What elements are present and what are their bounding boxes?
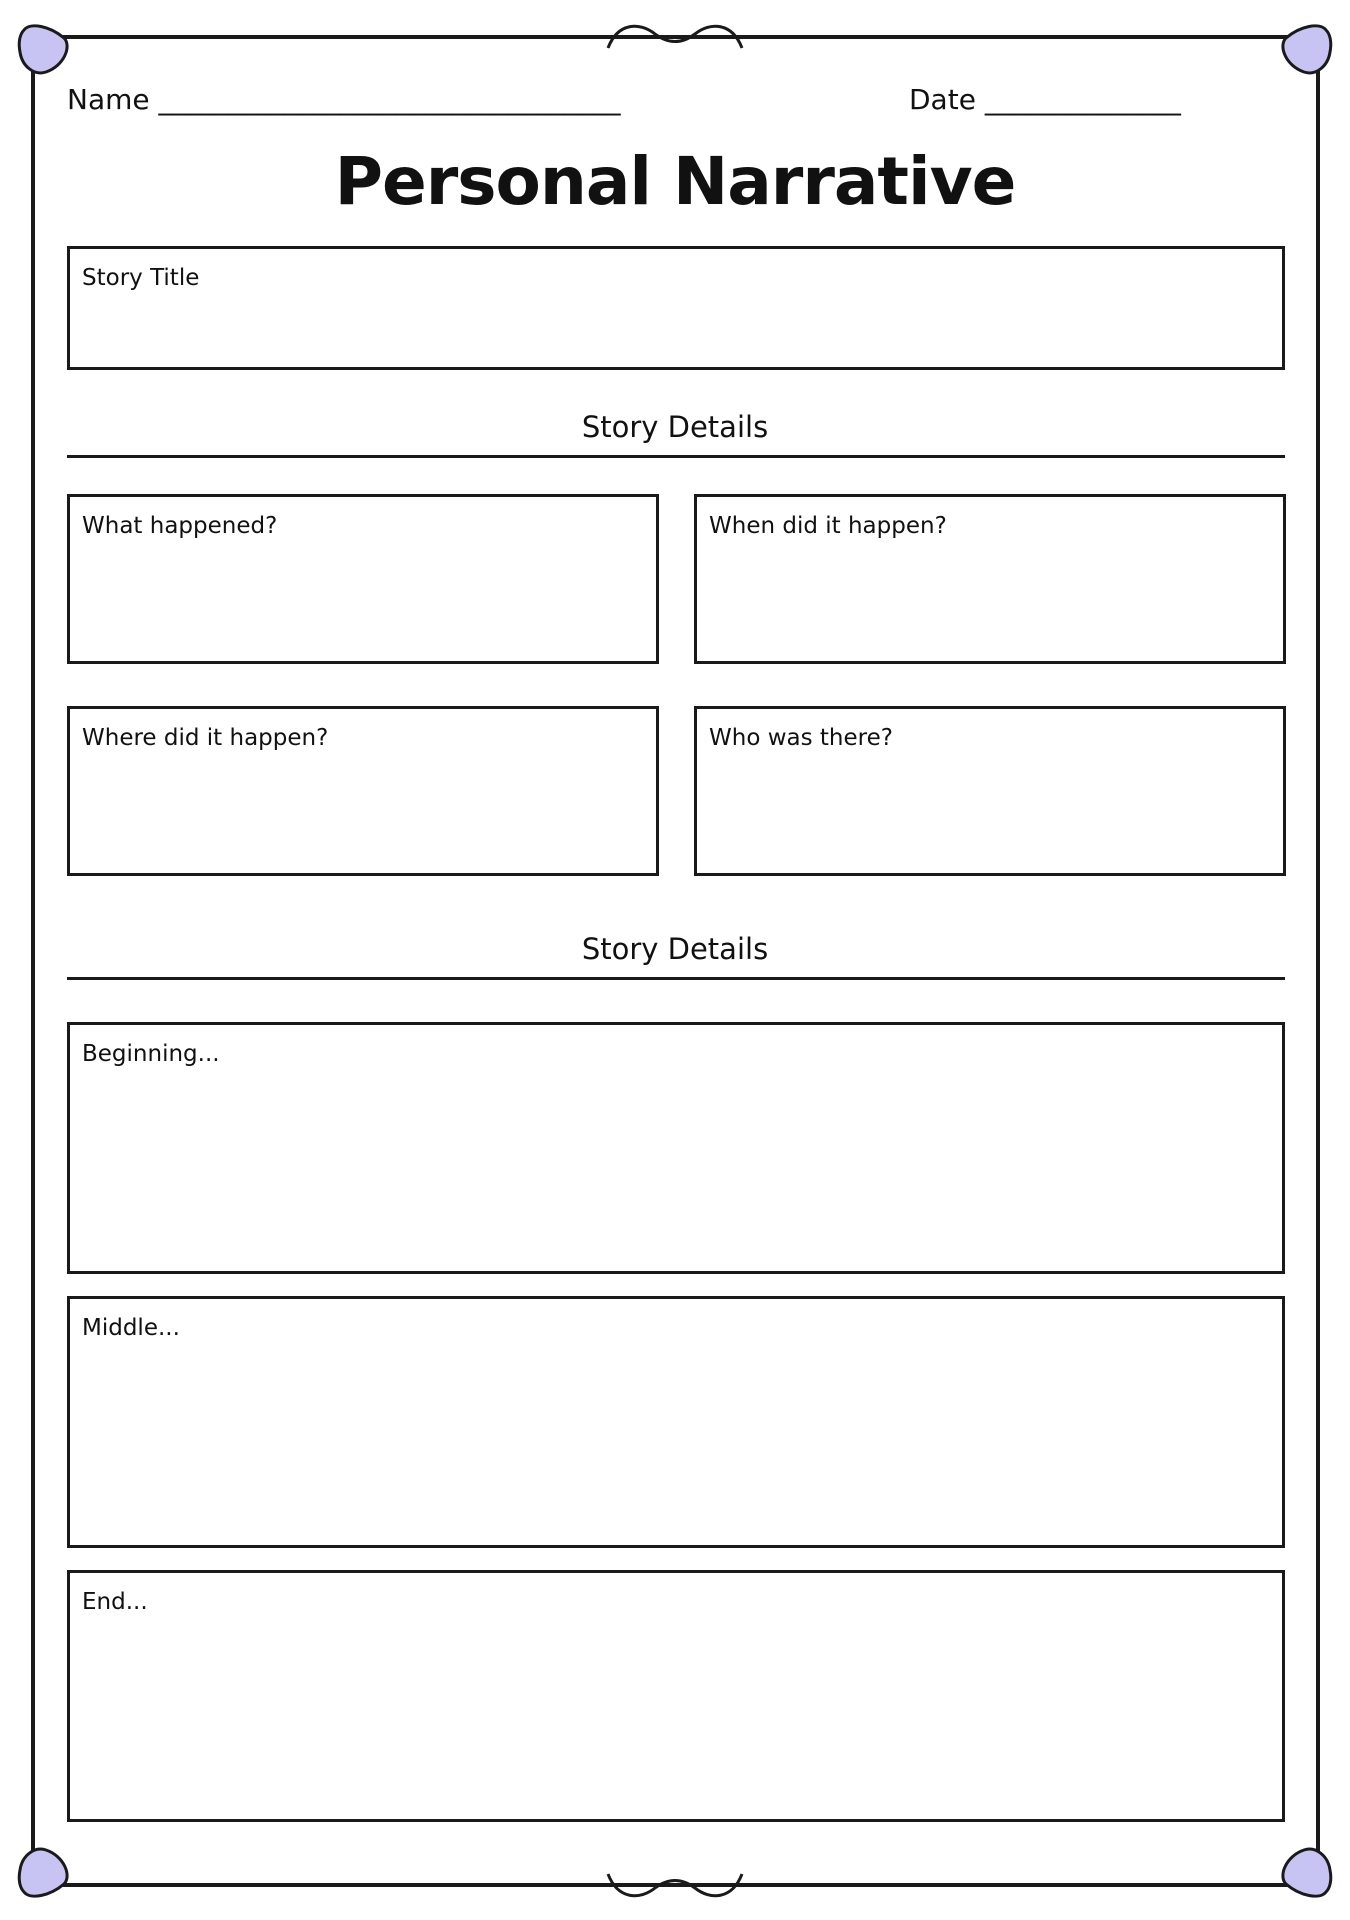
corner-ornament-icon — [1283, 26, 1331, 73]
date-field[interactable] — [909, 82, 1181, 118]
what-happened-label: What happened? — [82, 513, 278, 539]
middle-box[interactable] — [67, 1296, 1285, 1548]
corner-ornament-icon — [19, 1849, 67, 1896]
date-blank[interactable]: ______________ — [984, 83, 1181, 116]
where-did-it-happen-box[interactable] — [67, 706, 659, 876]
beginning-label: Beginning... — [82, 1041, 220, 1067]
section-1-divider — [67, 455, 1285, 458]
section-1-heading: Story Details — [581, 410, 769, 444]
name-label: Name — [67, 83, 150, 116]
who-was-there-box[interactable] — [694, 706, 1286, 876]
where-did-it-happen-label: Where did it happen? — [82, 725, 329, 751]
section-2-divider — [67, 977, 1285, 980]
who-was-there-label: Who was there? — [709, 725, 893, 751]
end-box[interactable] — [67, 1570, 1285, 1822]
what-happened-box[interactable] — [67, 494, 659, 664]
page-title: Personal Narrative — [334, 143, 1016, 220]
story-title-label: Story Title — [82, 265, 200, 291]
corner-ornament-icon — [1283, 1849, 1331, 1896]
when-did-it-happen-box[interactable] — [694, 494, 1286, 664]
corner-ornament-icon — [19, 26, 67, 73]
beginning-box[interactable] — [67, 1022, 1285, 1274]
story-title-box[interactable] — [67, 246, 1285, 370]
end-label: End... — [82, 1589, 148, 1615]
when-did-it-happen-label: When did it happen? — [709, 513, 947, 539]
date-label: Date — [909, 83, 976, 116]
section-2-heading: Story Details — [581, 932, 769, 966]
name-field[interactable] — [67, 82, 621, 118]
name-blank[interactable]: _________________________________ — [158, 83, 621, 116]
middle-label: Middle... — [82, 1315, 180, 1341]
